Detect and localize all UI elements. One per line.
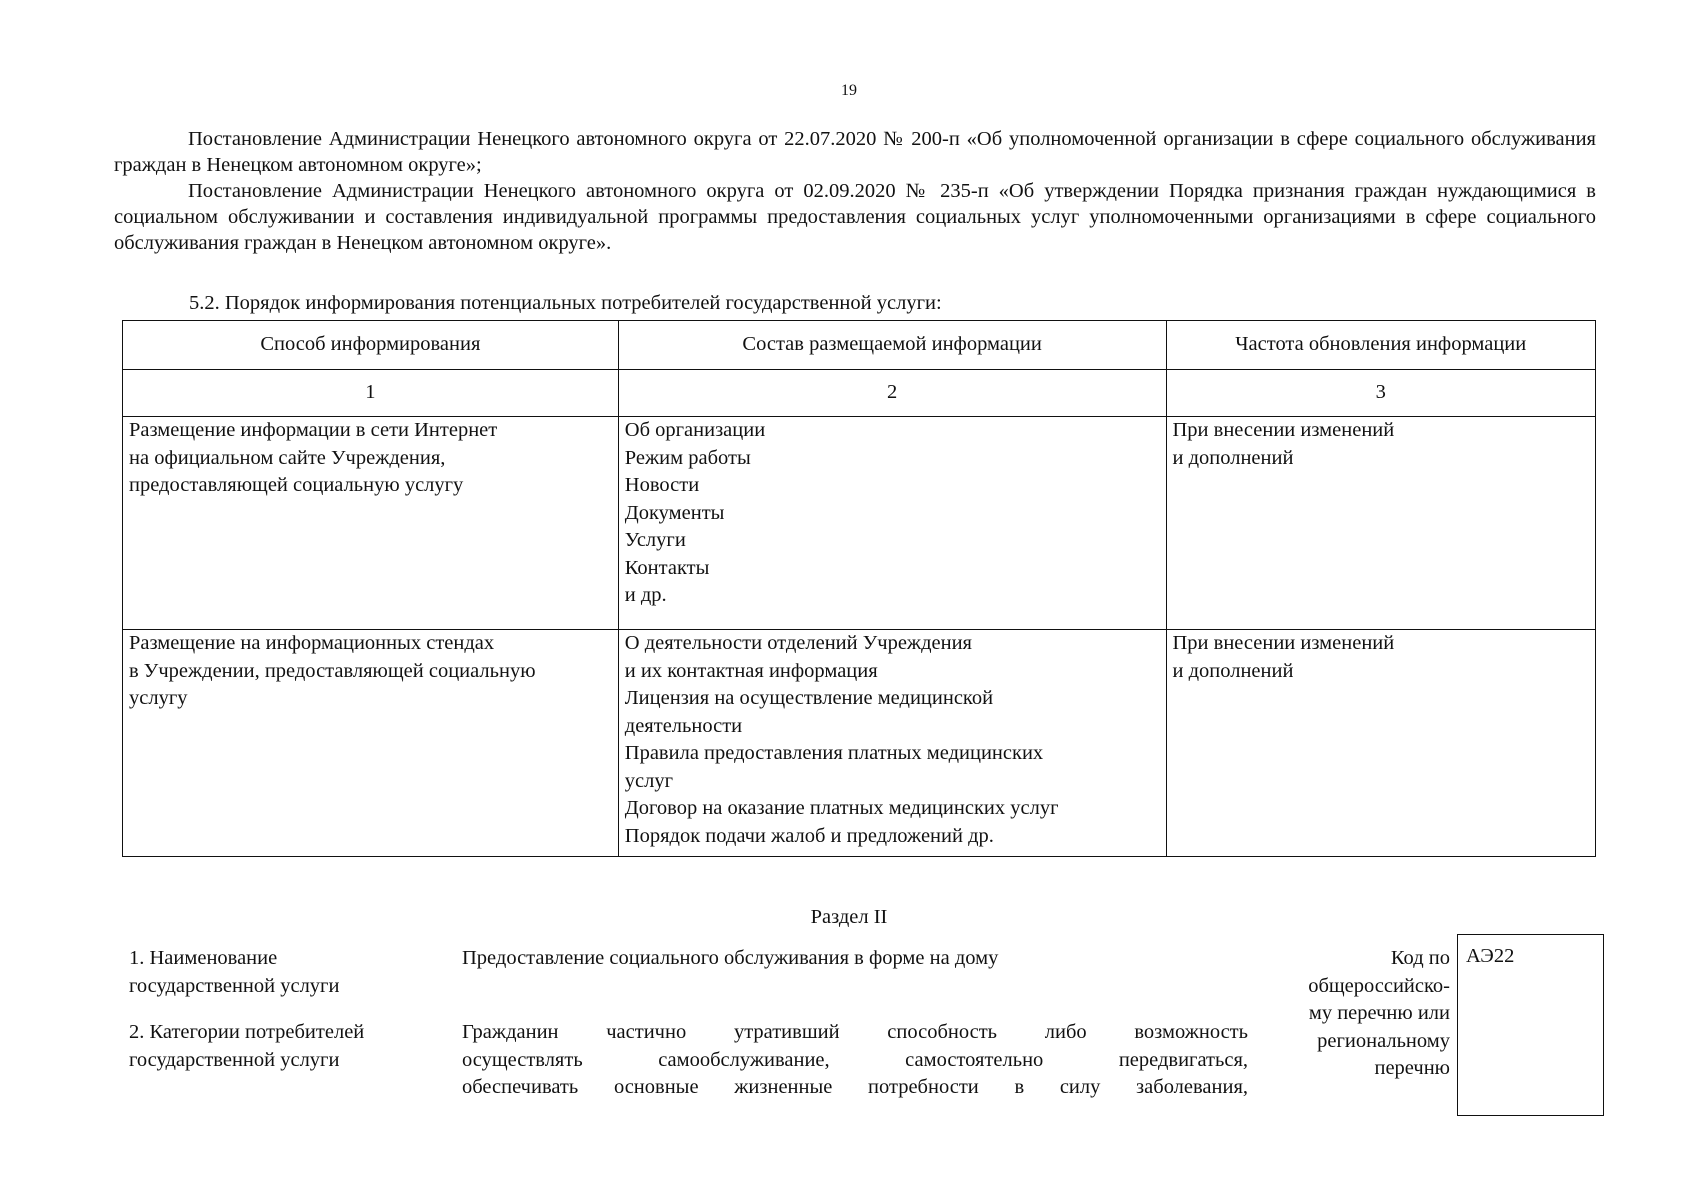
item1-value: Предоставление социального обслуживания в форме на дому <box>462 947 999 969</box>
table-row <box>123 630 1596 857</box>
column-number: 3 <box>1166 370 1596 417</box>
cell-line: Документы <box>624 501 725 524</box>
table-number-row <box>123 370 1596 417</box>
cell-line: предоставляющей социальную услугу <box>129 474 464 496</box>
content-cell <box>618 417 1166 630</box>
cell-line: в Учреждении, предоставляющей социальную <box>129 659 536 682</box>
cell-line: Размещение информации в сети Интернет <box>129 419 498 441</box>
cell-line: и их контактная информация <box>624 659 878 682</box>
cell-line: Услуги <box>624 529 686 551</box>
item1-label <box>129 945 339 1000</box>
cell-line: Режим работы <box>624 446 751 469</box>
cell-line: услуг <box>624 769 674 792</box>
cell-line: и др. <box>624 584 667 606</box>
value-line: осуществлять самообслуживание, самостоятельно передвигаться, <box>462 1048 1248 1071</box>
cell-line: Лицензия на осуществление медицинской <box>624 687 994 709</box>
code-label-line: му перечню или <box>1308 1002 1450 1024</box>
code-label-line: Код по <box>1390 947 1450 969</box>
intro-paragraphs <box>114 126 1596 256</box>
frequency-cell <box>1166 417 1596 630</box>
cell-line: При внесении изменений <box>1172 419 1395 441</box>
label-line: 2. Категории потребителей <box>129 1021 365 1043</box>
table-caption: 5.2. Порядок информирования потенциальных потребителей государственной услуги: <box>189 292 942 314</box>
table-header-row <box>123 321 1596 370</box>
paragraph-decree-235: Постановление Администрации Ненецкого автономного округа от 02.09.2020 № 235-п «Об утверждении Порядка признания граждан нуждающимися в социальном обслуживании и составления индивидуальной программы предоставления социальных услуг уполномоченными организациями в сфере социального обслуживания граждан в Ненецком автономном округе». <box>114 180 1596 254</box>
column-number: 1 <box>123 370 619 417</box>
cell-line: Об организации <box>624 419 766 441</box>
cell-line: и дополнений <box>1172 446 1294 469</box>
cell-line: Договор на оказание платных медицинских услуг <box>624 797 1059 819</box>
table-row <box>123 417 1596 630</box>
header-method: Способ информирования <box>123 321 619 370</box>
code-label-line: региональному <box>1317 1029 1450 1052</box>
item2-value <box>462 1019 1248 1102</box>
informing-table <box>122 320 1596 857</box>
code-label-line: перечню <box>1374 1057 1450 1079</box>
cell-line: Размещение на информационных стендах <box>129 632 495 654</box>
cell-line: и дополнений <box>1172 659 1294 682</box>
column-number: 2 <box>618 370 1166 417</box>
method-cell <box>123 630 619 857</box>
cell-line: Правила предоставления платных медицинских <box>624 742 1044 764</box>
label-line: 1. Наименование <box>129 947 278 969</box>
cell-line: на официальном сайте Учреждения, <box>129 446 446 469</box>
paragraph-decree-200: Постановление Администрации Ненецкого автономного округа от 22.07.2020 № 200-п «Об уполномоченной организации в сфере социального обслуживания граждан в Ненецком автономном округе»; <box>114 128 1596 176</box>
cell-line: О деятельности отделений Учреждения <box>624 632 972 654</box>
value-line: обеспечивать основные жизненные потребности в силу заболевания, <box>462 1076 1248 1098</box>
page-number: 19 <box>841 82 857 99</box>
frequency-cell <box>1166 630 1596 857</box>
header-content: Состав размещаемой информации <box>618 321 1166 370</box>
section-title: Раздел II <box>810 906 888 928</box>
cell-line: При внесении изменений <box>1172 632 1395 654</box>
item2-label <box>129 1019 364 1074</box>
cell-line: Контакты <box>624 556 710 579</box>
code-label-line: общероссийско- <box>1308 974 1450 997</box>
code-box: АЭ22 <box>1457 934 1604 1116</box>
code-label <box>1250 945 1450 1083</box>
cell-line: услугу <box>129 687 188 709</box>
method-cell <box>123 417 619 630</box>
cell-line: Порядок подачи жалоб и предложений др. <box>624 824 994 847</box>
label-line: государственной услуги <box>129 974 340 997</box>
cell-line: Новости <box>624 474 700 496</box>
label-line: государственной услуги <box>129 1048 340 1071</box>
header-frequency: Частота обновления информации <box>1166 321 1596 370</box>
value-line: Гражданин частично утративший способность либо возможность <box>462 1021 1248 1043</box>
content-cell <box>618 630 1166 857</box>
cell-line: деятельности <box>624 714 743 737</box>
